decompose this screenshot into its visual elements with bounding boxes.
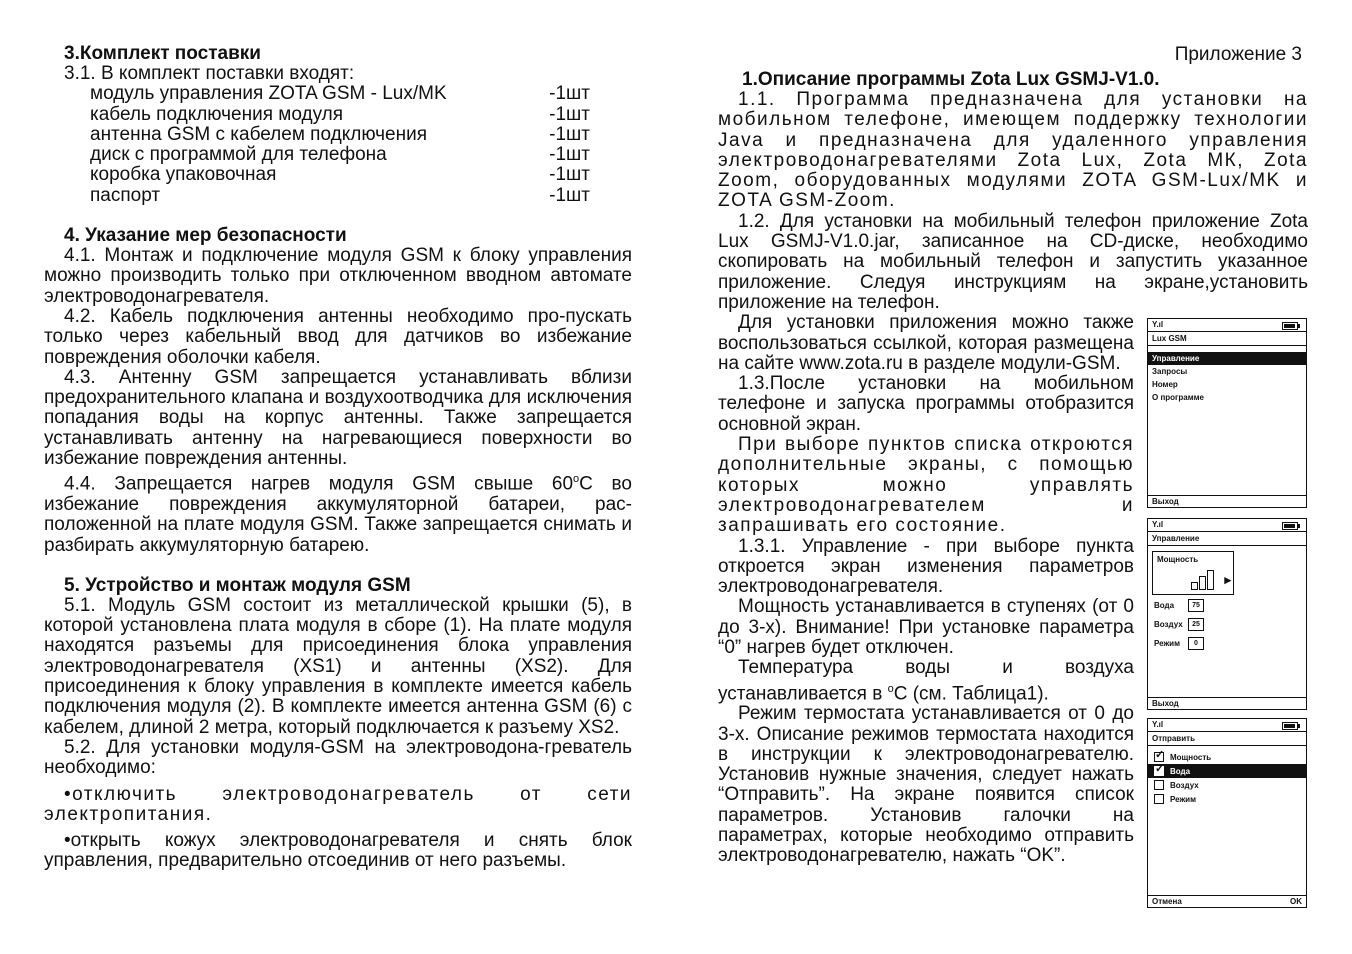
kit-item: паспорт -1шт: [90, 184, 590, 206]
send-checklist: [1148, 750, 1306, 806]
left-page: [44, 44, 632, 872]
power-bar: [1191, 582, 1198, 590]
section-5-p2: 5.2. Для установки модуля-GSM на электроводона-греватель необходимо:: [44, 736, 632, 779]
checkbox-mode[interactable]: Режим: [1148, 792, 1306, 806]
para-1-2: 1.2. Для установки на мобильный телефон приложение Zota Lux GSMJ-V1.0.jar, записанное на CD-диске, необходимо скопировать на мобильный телефон и запустить указанное приложение. Следуя инструкциям на экране,установить приложение на телефон.: [718, 210, 1308, 313]
signal-icon: Y.ıl: [1152, 320, 1164, 329]
water-value[interactable]: 75: [1188, 599, 1204, 612]
program-title: 1.Описание программы Zota Lux GSMJ-V1.0.: [742, 69, 1160, 90]
status-bar: [1148, 519, 1306, 532]
signal-icon: Y.ıl: [1152, 720, 1164, 729]
section-4-p1: 4.1. Монтаж и подключение модуля GSM к блоку управления можно производить только при отключенном вводном автомате электроводонагревателя.: [44, 245, 632, 307]
battery-icon: [1282, 522, 1298, 530]
section-5-p1: 5.1. Модуль GSM состоит из металлической крышки (5), в которой установлена плата модуля в сборе (1). На плате модуля находятся разъемы для присоединения блока управления электроводонагревателя (XS1) и антенны (XS2). Для присоединения к блоку управления в комплекте имеется кабель подключения модуля (2). В комплекте имеется антенна GSM (6) с кабелем, длиной 2 метра, который подключается к разъему XS2.: [44, 594, 632, 738]
para-1-3-1: 1.3.1. Управление - при выборе пункта откроется экран изменения параметров электроводонагревателя.: [718, 535, 1134, 598]
phone-screen-send: [1147, 718, 1307, 908]
signal-icon: Y.ıl: [1152, 520, 1164, 529]
section-4-p4: 4.4. Запрещается нагрев модуля GSM свыше 60$^o$C во избежание повреждения аккумуляторной батареи, рас-положенной на плате модуля GSM. Также запрещается снимать и разбирать аккумуляторную батарею.: [44, 473, 632, 556]
softkey-bar: [1148, 895, 1306, 907]
exit-softkey[interactable]: Выход: [1152, 699, 1179, 708]
softkey-bar: [1148, 697, 1306, 709]
mode-value[interactable]: 0: [1188, 637, 1204, 650]
section-3-title: 3.Комплект поставки: [64, 43, 261, 64]
para-1-3b: При выборе пунктов списка откроются дополнительные экраны, с помощью которых можно управлять электроводонагревателем и запрашивать его состояние.: [718, 434, 1134, 537]
mode-field: Режим 0: [1154, 637, 1204, 650]
kit-list: [90, 84, 632, 206]
section-4-p2: 4.2. Кабель подключения антенны необходимо про-пускать только через кабельный ввод для датчиков во избежание повреждения оболочки кабеля.: [44, 305, 632, 368]
menu-item-control[interactable]: Управление: [1148, 352, 1306, 365]
kit-item: диск с программой для телефона -1шт: [90, 144, 590, 166]
ok-softkey[interactable]: OK: [1290, 897, 1302, 906]
status-bar: [1148, 319, 1306, 332]
screen-title: Отправить: [1148, 732, 1306, 746]
para-1-3-1b: Мощность устанавливается в ступенях (от 0 до 3-х). Внимание! При установке параметра “0” нагрев будет отключен.: [718, 596, 1134, 659]
battery-icon: [1282, 322, 1298, 330]
kit-item: антенна GSM с кабелем подключения -1шт: [90, 123, 590, 145]
battery-icon: [1282, 722, 1298, 730]
status-bar: [1148, 719, 1306, 732]
phone-screen-main: [1147, 318, 1307, 508]
para-1-2b: Для установки приложения можно также воспользоваться ссылкой, которая размещена на сайте www.zota.ru в разделе модули-GSM.: [718, 312, 1134, 374]
checkbox-checked-icon: [1154, 752, 1164, 762]
air-field: Воздух 25: [1154, 618, 1204, 631]
kit-item: коробка упаковочная -1шт: [90, 164, 590, 186]
para-1-1: 1.1. Программа предназначена для установки на мобильном телефоне, имеющем поддержку технологии Java и предназначена для удаленного управления электроводонагревателями Zota Lux, Zota МК, Zota Zoom, оборудованных модулями ZOTA GSM-Lux/MK и ZOTA GSM-Zoom.: [718, 89, 1308, 212]
water-field: Вода 75: [1154, 599, 1204, 612]
para-1-3: 1.3.После установки на мобильном телефоне и запуска программы отобразится основной экран.: [718, 373, 1134, 435]
screen-title: Lux GSM: [1148, 332, 1306, 346]
power-label: Мощность: [1157, 555, 1199, 564]
cancel-softkey[interactable]: Отмена: [1152, 897, 1182, 906]
phone-screen-control: [1147, 518, 1307, 710]
section-5-title: 5. Устройство и монтаж модуля GSM: [64, 574, 411, 596]
section-5-bullet-1: •отключить электроводонагреватель от сети электропитания.: [44, 783, 632, 825]
checkbox-air[interactable]: Воздух: [1148, 778, 1306, 792]
checkbox-checked-icon: [1154, 766, 1164, 776]
power-bar: [1199, 576, 1206, 590]
menu-item-number[interactable]: Номер: [1152, 380, 1178, 389]
exit-softkey[interactable]: Выход: [1152, 497, 1179, 506]
screen-title: Управление: [1148, 532, 1306, 546]
kit-item: модуль управления ZOTA GSM - Lux/MK -1шт: [90, 83, 590, 105]
softkey-bar: [1148, 495, 1306, 507]
power-selector[interactable]: [1152, 551, 1234, 595]
arrow-right-icon: ▸: [1224, 572, 1231, 587]
checkbox-power[interactable]: ✓ Мощность: [1148, 750, 1306, 764]
section-5-bullet-2: •открыть кожух электроводонагревателя и снять блок управления, предварительно отсоединив от него разъемы.: [44, 830, 632, 872]
para-1-3-1d: Режим термостата устанавливается от 0 до 3-х. Описание режимов термостата находится в инструкции к электроводонагревателю. Установив нужные значения, следует нажать “Отправить”. На экране появится список параметров. Установив галочки на параметрах, которые необходимо отправить электроводонагревателю, нажать “OK”.: [718, 703, 1134, 867]
narrow-column: [718, 313, 1134, 866]
air-value[interactable]: 25: [1188, 618, 1204, 631]
kit-item: кабель подключения модуля -1шт: [90, 103, 590, 125]
appendix-label: Приложение 3: [1174, 44, 1302, 65]
para-1-3-1c: Температура воды и воздуха устанавливается в $^o$С (см. Таблица1).: [718, 657, 1134, 704]
section-4-title: 4. Указание мер безопасности: [64, 225, 347, 247]
checkbox-empty-icon: [1154, 794, 1164, 804]
section-3-intro: 3.1. В комплект поставки входят:: [64, 63, 355, 84]
section-4-p3: 4.3. Антенну GSM запрещается устанавливать вблизи предохранительного клапана и воздухоотводчика для исключения попадания воды на корпус антенны. Также запрещается устанавливать антенну на нагревающиеся поверхности во избежание повреждения антенны.: [44, 366, 632, 470]
main-menu: [1148, 352, 1306, 404]
checkbox-water[interactable]: ✓ Вода: [1148, 764, 1306, 778]
menu-item-about[interactable]: О программе: [1152, 393, 1205, 402]
menu-item-requests[interactable]: Запросы: [1152, 367, 1188, 376]
power-bar: [1207, 570, 1214, 590]
checkbox-empty-icon: [1154, 780, 1164, 790]
